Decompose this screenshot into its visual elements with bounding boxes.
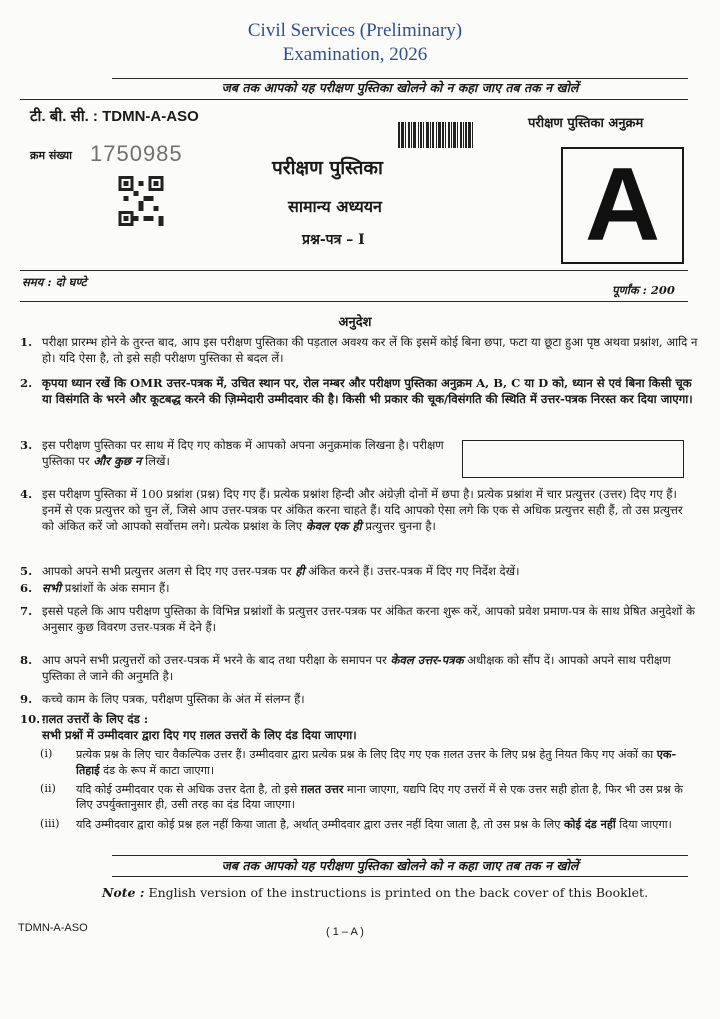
- instruction-item: 1. परीक्षा प्रारम्भ होने के तुरन्त बाद, आप इस परीक्षण पुस्तिका की पड़ताल अवश्य कर लें कि इसमें कोई बिना छपा, फटा या छूटा हुआ पृष्ठ अथवा प्रश्नांश, आदि न हो। यदि ऐसा है, तो इसे सही परीक्षण पुस्तिका से बदल लें।: [20, 335, 698, 366]
- instruction-item: 6. सभी प्रश्नांशों के अंक समान हैं।: [20, 581, 170, 595]
- booklet-series-label: परीक्षण पुस्तिका अनुक्रम: [528, 116, 644, 131]
- serial-number: 1750985: [90, 141, 183, 166]
- page-number: ( 1 – A ): [326, 926, 364, 938]
- penalty-sub-item: (iii) यदि उम्मीदवार द्वारा कोई प्रश्न हल नहीं किया जाता है, अर्थात् उम्मीदवार द्वारा उत्तर नहीं दिया जाता है, तो उस प्रश्न के लिए कोई दंड नहीं दिया जाएगा।: [40, 817, 672, 831]
- divider: [20, 99, 688, 100]
- exam-time: समय : दो घण्टे: [22, 275, 87, 289]
- series-letter: A: [584, 147, 661, 263]
- paper-number: प्रश्न-पत्र – I: [302, 232, 365, 248]
- booklet-title: परीक्षण पुस्तिका: [272, 157, 383, 179]
- instruction-item: 7. इससे पहले कि आप परीक्षण पुस्तिका के विभिन्न प्रश्नांशों के प्रत्युत्तर उत्तर-पत्रक पर अंकित करना शुरू करें, आपको प्रवेश प्रमाण-पत्र के साथ प्रेषित अनुदेशों के अनुसार कुछ विवरण उत्तर-पत्रक में देने हैं।: [20, 604, 695, 635]
- penalty-sub-item: (ii) यदि कोई उम्मीदवार एक से अधिक उत्तर देता है, तो इसे ग़लत उत्तर माना जाएगा, यद्यपि दिए गए उत्तरों में से एक उत्तर सही होता है, फिर भी उस प्रश्न के लिए उपर्युक्तानुसार ही, उसी तरह का दंड दिया जाएगा।: [40, 782, 683, 811]
- divider: [20, 270, 688, 271]
- barcode-image: [398, 122, 490, 148]
- divider: [112, 855, 688, 856]
- instructions-heading: अनुदेश: [338, 315, 372, 330]
- exam-title-line1: Civil Services (Preliminary): [247, 20, 463, 41]
- booklet-code-footer: TDMN-A-ASO: [18, 922, 88, 934]
- serial-label: क्रम संख्या: [30, 149, 72, 162]
- instruction-item: 10. ग़लत उत्तरों के लिए दंड : सभी प्रश्नों में उम्मीदवार द्वारा दिए गए ग़लत उत्तरों के लिए दंड दिया जाएगा।: [20, 712, 357, 743]
- divider: [112, 876, 688, 877]
- instruction-item: 2. कृपया ध्यान रखें कि OMR उत्तर-पत्रक में, उचित स्थान पर, रोल नम्बर और परीक्षण पुस्तिका अनुक्रम A, B, C या D को, ध्यान से एवं बिना किसी चूक या विसंगति के भरने और कूटबद्ध करने की ज़िम्मेदारी उम्मीदवार की है। किसी भी प्रकार की चूक/विसंगति की स्थिति में उत्तर-पत्रक निरस्त कर दिया जाएगा।: [20, 376, 693, 407]
- do-not-open-banner-top: जब तक आपको यह परीक्षण पुस्तिका खोलने को न कहा जाए तब तक न खोलें: [221, 80, 579, 95]
- penalty-sub-item: (i) प्रत्येक प्रश्न के लिए चार वैकल्पिक उत्तर हैं। उम्मीदवार द्वारा प्रत्येक प्रश्न के लिए दिए गए एक ग़लत उत्तर के लिए प्रश्न हेतु नियत किए गए अंकों का एक-तिहाई दंड के रूप में काटा जाएगा।: [40, 747, 677, 777]
- instruction-item: 9. कच्चे काम के लिए पत्रक, परीक्षण पुस्तिका के अंत में संलग्न हैं।: [20, 692, 305, 706]
- tbc-code: टी. बी. सी. : TDMN-A-ASO: [30, 108, 199, 125]
- do-not-open-banner-bottom: जब तक आपको यह परीक्षण पुस्तिका खोलने को न कहा जाए तब तक न खोलें: [221, 858, 579, 873]
- series-box: [561, 147, 684, 264]
- subject-name: सामान्य अध्ययन: [288, 197, 382, 216]
- divider: [20, 301, 688, 302]
- instruction-item: 3. इस परीक्षण पुस्तिका पर साथ में दिए गए कोष्ठक में आपको अपना अनुक्रमांक लिखना है। परीक्षण पुस्तिका पर और कुछ न लिखें।: [20, 438, 444, 469]
- instruction-item: 5. आपको अपने सभी प्रत्युत्तर अलग से दिए गए उत्तर-पत्रक पर ही अंकित करने हैं। उत्तर-पत्रक में दिए गए निर्देश देखें।: [20, 564, 520, 578]
- english-note: [102, 885, 648, 900]
- roll-number-box[interactable]: [462, 440, 684, 478]
- instruction-item: 8. आप अपने सभी प्रत्युत्तरों को उत्तर-पत्रक में भरने के बाद तथा परीक्षा के समापन पर केवल उत्तर-पत्रक अधीक्षक को सौंप दें। आपको अपने साथ परीक्षण पुस्तिका ले जाने की अनुमति है।: [20, 653, 671, 684]
- qr-code-image: [118, 176, 164, 226]
- note-label: Note :: [102, 885, 145, 900]
- note-text: English version of the instructions is printed on the back cover of this Booklet.: [148, 885, 649, 900]
- exam-title-line2: Examination, 2026: [282, 44, 428, 65]
- instruction-item: 4. इस परीक्षण पुस्तिका में 100 प्रश्नांश (प्रश्न) दिए गए हैं। प्रत्येक प्रश्नांश हिन्दी और अंग्रेज़ी दोनों में छपा है। प्रत्येक प्रश्नांश में चार प्रत्युत्तर (उत्तर) दिए गए हैं। इनमें से एक प्रत्युत्तर को चुन लें, जिसे आप उत्तर-पत्रक पर अंकित करना चाहते हैं। यदि आपको ऐसा लगे कि एक से अधिक प्रत्युत्तर सही हैं, तो उस प्रत्युत्तर को अंकित करें जो आपको सर्वोत्तम लगे। प्रत्येक प्रश्नांश के लिए केवल एक ही प्रत्युत्तर चुनना है।: [20, 487, 683, 534]
- max-marks: पूर्णांक : 200: [612, 283, 675, 297]
